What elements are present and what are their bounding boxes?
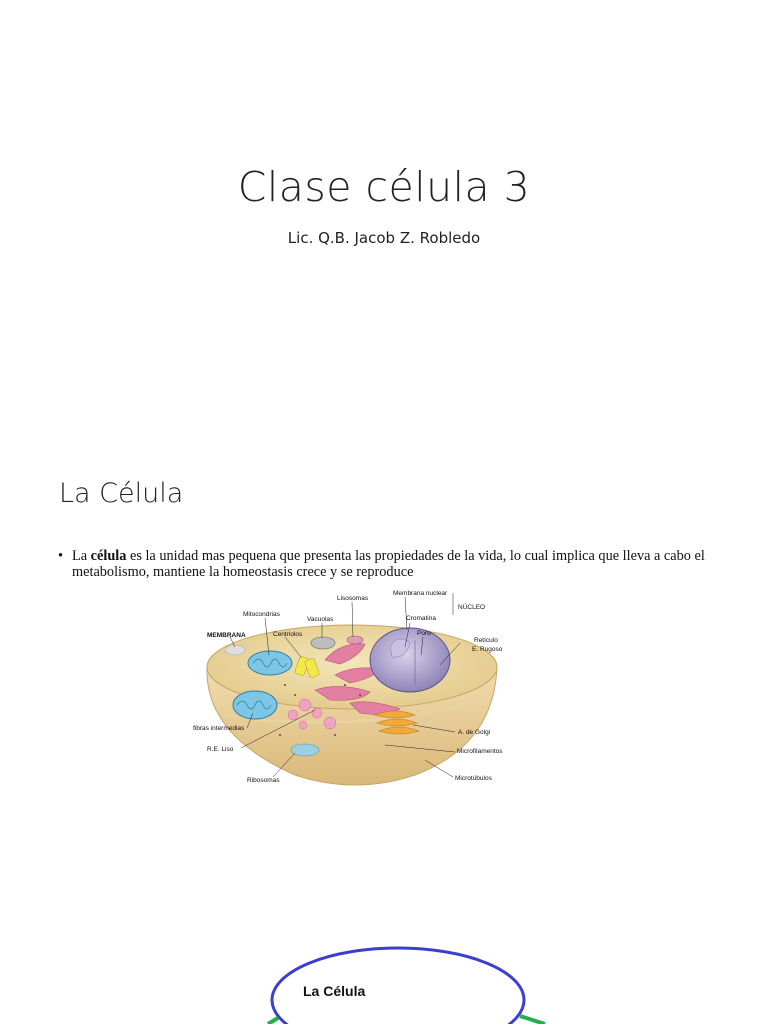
label-poro: Poro: [417, 630, 431, 637]
label-microfilamentos: Microfilamentos: [457, 748, 503, 755]
label-microtubulos: Microtúbulos: [455, 775, 492, 782]
label-e-rugoso: E. Rugoso: [472, 646, 503, 653]
section-title: La Célula: [59, 478, 184, 509]
connector-left: [268, 1018, 278, 1024]
label-membrana-nuclear: Membrana nuclear: [393, 590, 448, 597]
label-lisosomas: Lisosomas: [337, 595, 369, 602]
bullet-rest: es la unidad mas pequena que presenta las propiedades de la vida, lo cual implica que lleva a cabo el metabolismo, mantiene la homeostasis crece y se reproduce: [72, 548, 705, 580]
concept-map-root-label: La Célula: [303, 983, 366, 999]
label-membrana: MEMBRANA: [207, 632, 246, 639]
bullet-prefix: La: [72, 548, 91, 564]
label-vacuolas: Vacuolas: [307, 616, 334, 623]
label-ribosomas: Ribosomas: [247, 777, 280, 784]
animal-cell-diagram: [185, 585, 515, 790]
label-mitocondrias: Mitocondrias: [243, 611, 280, 618]
label-nucleo: NÚCLEO: [458, 604, 486, 611]
concept-map: [0, 900, 768, 1024]
connector-right: [520, 1016, 545, 1024]
slide-subtitle: Lic. Q.B. Jacob Z. Robledo: [287, 229, 481, 247]
slide-title: Clase célula 3: [237, 163, 531, 211]
bullet-bold-term: célula: [90, 548, 127, 564]
bullet-item: [58, 548, 718, 580]
label-cromatina: Cromatina: [406, 615, 436, 622]
label-re-liso: R.E. Liso: [207, 746, 234, 753]
label-golgi: A. de Golgi: [458, 729, 491, 736]
label-fibras: fibras intermedias: [193, 725, 245, 732]
bullet-text: [72, 548, 718, 580]
bullet-icon: •: [58, 548, 64, 564]
label-reticulo: Retículo: [474, 637, 498, 644]
label-centriolos: Centriolos: [273, 631, 303, 638]
